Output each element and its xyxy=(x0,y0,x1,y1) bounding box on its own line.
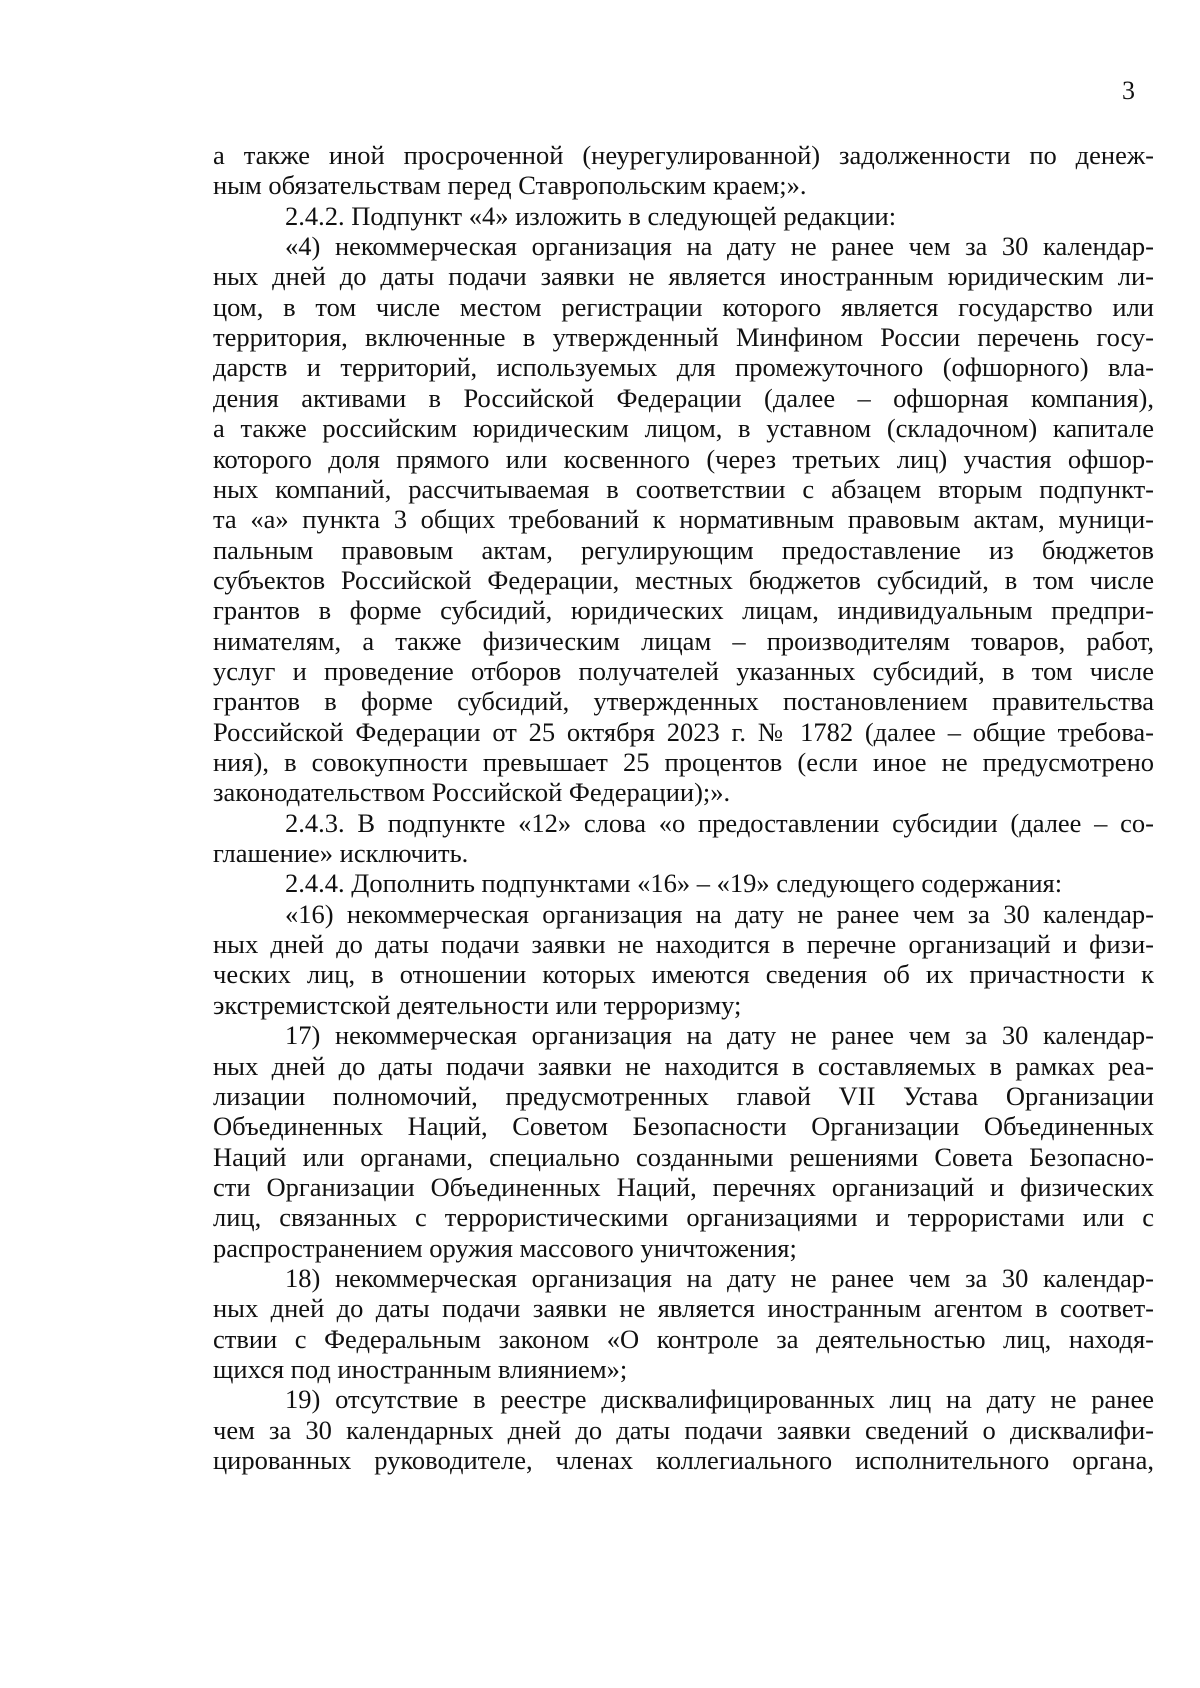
text-line: а также российским юридическим лицом, в уставном (складочном) капитале xyxy=(213,413,1154,444)
text-line: грантов в форме субсидий, утвержденных постановлением правительства xyxy=(213,686,1154,717)
text-line: сти Организации Объединенных Наций, перечнях организаций и физических xyxy=(213,1171,1154,1202)
text-line: ных дней до даты подачи заявки не находится в составляемых в рамках реа- xyxy=(213,1050,1154,1081)
text-line: щихся под иностранным влиянием»; xyxy=(213,1354,628,1384)
text-line: та «а» пункта 3 общих требований к нормативным правовым актам, муници- xyxy=(213,504,1154,535)
text-line: цированных руководителе, членах коллегиального исполнительного органа, xyxy=(213,1445,1154,1476)
text-line: территория, включенные в утвержденный Минфином России перечень госу- xyxy=(213,322,1154,353)
text-line: «4) некоммерческая организация на дату не ранее чем за 30 календар- xyxy=(285,231,1154,262)
text-line: распространением оружия массового уничтожения; xyxy=(213,1232,797,1263)
text-line: 18) некоммерческая организация на дату не ранее чем за 30 календар- xyxy=(285,1262,1154,1293)
text-line: 19) отсутствие в реестре дисквалифицированных лиц на дату не ранее xyxy=(285,1384,1154,1415)
text-line: субъектов Российской Федерации, местных бюджетов субсидий, в том числе xyxy=(213,564,1154,595)
text-line: грантов в форме субсидий, юридических лицам, индивидуальным предпри- xyxy=(213,595,1154,626)
text-line: 2.4.4. Дополнить подпунктами «16» – «19» следующего содержания: xyxy=(285,868,1063,899)
text-line: ческих лиц, в отношении которых имеются сведения об их причастности к xyxy=(213,959,1154,990)
text-line: ных дней до даты подачи заявки не является иностранным агентом в соответ- xyxy=(213,1293,1154,1324)
text-line: 2.4.3. В подпункте «12» слова «о предоставлении субсидии (далее – со- xyxy=(285,807,1154,838)
text-line: дарств и территорий, используемых для промежуточного (офшорного) вла- xyxy=(213,352,1154,383)
text-line: лизации полномочий, предусмотренных главой VII Устава Организации xyxy=(213,1080,1154,1111)
text-line: Наций или органами, специально созданными решениями Совета Безопасно- xyxy=(213,1141,1154,1172)
text-line: чем за 30 календарных дней до даты подачи заявки сведений о дисквалифи- xyxy=(213,1414,1154,1445)
text-line: ния), в совокупности превышает 25 процентов (если иное не предусмотрено xyxy=(213,747,1154,777)
text-line: законодательством Российской Федерации);». xyxy=(213,777,731,808)
text-line: ных дней до даты подачи заявки не является иностранным юридическим ли- xyxy=(213,261,1154,292)
text-line: ствии с Федеральным законом «О контроле за деятельностью лиц, находя- xyxy=(213,1323,1154,1354)
text-line: дения активами в Российской Федерации (далее – офшорная компания), xyxy=(213,382,1154,413)
text-line: 17) некоммерческая организация на дату не ранее чем за 30 календар- xyxy=(285,1020,1154,1051)
text-line: нимателям, а также физическим лицам – производителям товаров, работ, xyxy=(213,625,1154,656)
text-line: ным обязательствам перед Ставропольским краем;». xyxy=(213,170,807,201)
text-line: услуг и проведение отборов получателей указанных субсидий, в том числе xyxy=(213,655,1154,686)
text-line: Российской Федерации от 25 октября 2023 г. № 1782 (далее – общие требова- xyxy=(213,716,1154,747)
text-line: Объединенных Наций, Советом Безопасности Организации Объединенных xyxy=(213,1111,1154,1142)
text-line: глашение» исключить. xyxy=(213,838,469,869)
text-line: цом, в том числе местом регистрации которого является государство или xyxy=(213,291,1154,322)
text-line: 2.4.2. Подпункт «4» изложить в следующей редакции: xyxy=(285,200,897,231)
text-line: а также иной просроченной (неурегулированной) задолженности по денеж- xyxy=(213,140,1154,170)
text-line: которого доля прямого или косвенного (через третьих лиц) участия офшор- xyxy=(213,443,1154,474)
text-line: ных компаний, рассчитываемая в соответствии с абзацем вторым подпункт- xyxy=(213,473,1154,504)
text-line: ных дней до даты подачи заявки не находится в перечне организаций и физи- xyxy=(213,929,1154,960)
text-line: лиц, связанных с террористическими организациями и террористами или с xyxy=(213,1202,1154,1233)
text-line: экстремистской деятельности или терроризму; xyxy=(213,989,742,1020)
text-line: «16) некоммерческая организация на дату не ранее чем за 30 календар- xyxy=(285,898,1154,929)
text-line: пальным правовым актам, регулирующим предоставление из бюджетов xyxy=(213,534,1154,565)
page-number: 3 xyxy=(1122,76,1135,105)
